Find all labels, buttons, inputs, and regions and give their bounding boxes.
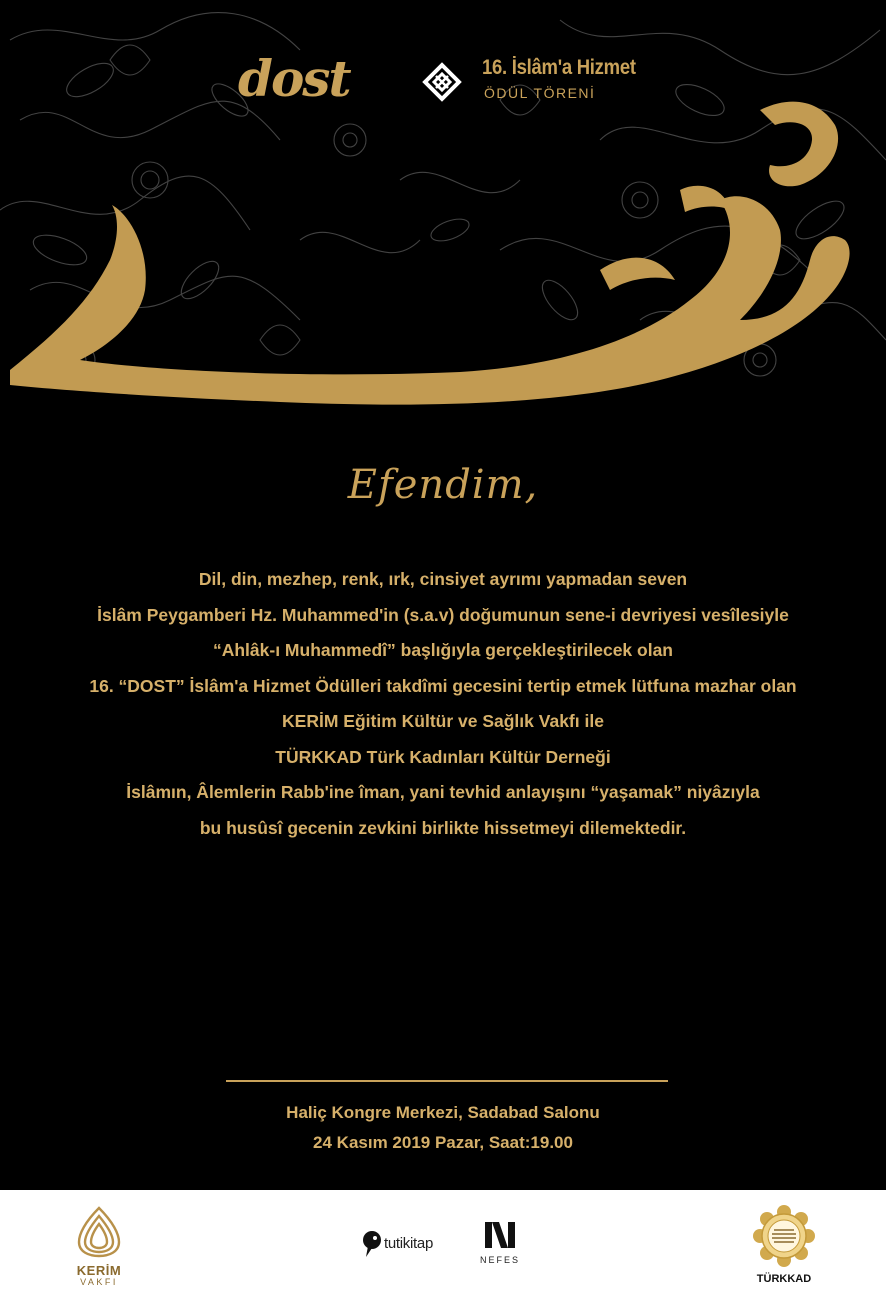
kerim-flame-icon <box>77 1206 121 1258</box>
invitation-line: TÜRKKAD Türk Kadınları Kültür Derneği <box>275 746 611 767</box>
invitation-line: 16. “DOST” İslâm'a Hizmet Ödülleri takdîmi gecesini tertip etmek lütfuna mazhar olan <box>89 675 797 696</box>
tutikitap-logo <box>362 1230 454 1260</box>
nefes-name: NEFES <box>479 1255 520 1265</box>
invitation-line: İslâm Peygamberi Hz. Muhammed'in (s.a.v) doğumunun sene-i devriyesi vesîlesiyle <box>97 604 789 625</box>
salutation: Efendim, <box>347 462 539 508</box>
tutikitap-bird-icon <box>362 1230 382 1258</box>
turkkad-logo <box>748 1204 820 1292</box>
dost-emblem-icon <box>422 62 462 102</box>
kerim-vakfi-logo <box>68 1206 130 1290</box>
turkkad-seal-icon <box>752 1204 816 1268</box>
divider <box>226 1080 668 1082</box>
event-title: 16. İslâm'a Hizmet <box>482 56 636 79</box>
venue-place: Haliç Kongre Merkezi, Sadabad Salonu <box>286 1103 600 1122</box>
venue-datetime: 24 Kasım 2019 Pazar, Saat:19.00 <box>313 1133 573 1152</box>
kerim-sub: VAKFI <box>80 1277 118 1287</box>
event-subtitle: ÖDÜL TÖRENİ <box>484 85 596 101</box>
kerim-name: KERİM <box>76 1263 122 1278</box>
invitation-line: KERİM Eğitim Kültür ve Sağlık Vakfı ile <box>282 711 604 731</box>
nefes-mark-icon <box>482 1220 518 1250</box>
turkkad-name: TÜRKKAD <box>756 1273 812 1285</box>
invitation-line: bu husûsî gecenin zevkini birlikte hissetmeyi dilemektedir. <box>199 817 687 838</box>
invitation-line: “Ahlâk-ı Muhammedî” başlığıyla gerçekleştirilecek olan <box>212 640 674 660</box>
invitation-line: İslâmın, Âlemlerin Rabb'ine îman, yani tevhid anlayışını “yaşamak” niyâzıyla <box>126 782 760 802</box>
tutikitap-name: tutikitap <box>384 1235 433 1252</box>
invitation-text <box>0 566 886 850</box>
sponsor-footer <box>0 1190 886 1299</box>
invitation-line: Dil, din, mezhep, renk, ırk, cinsiyet ayrımı yapmadan seven <box>198 569 688 589</box>
event-header <box>236 52 676 122</box>
svg-text:dost: dost <box>238 52 350 108</box>
nefes-logo <box>476 1220 524 1272</box>
venue-info <box>0 1098 886 1158</box>
dost-logo <box>236 52 406 116</box>
